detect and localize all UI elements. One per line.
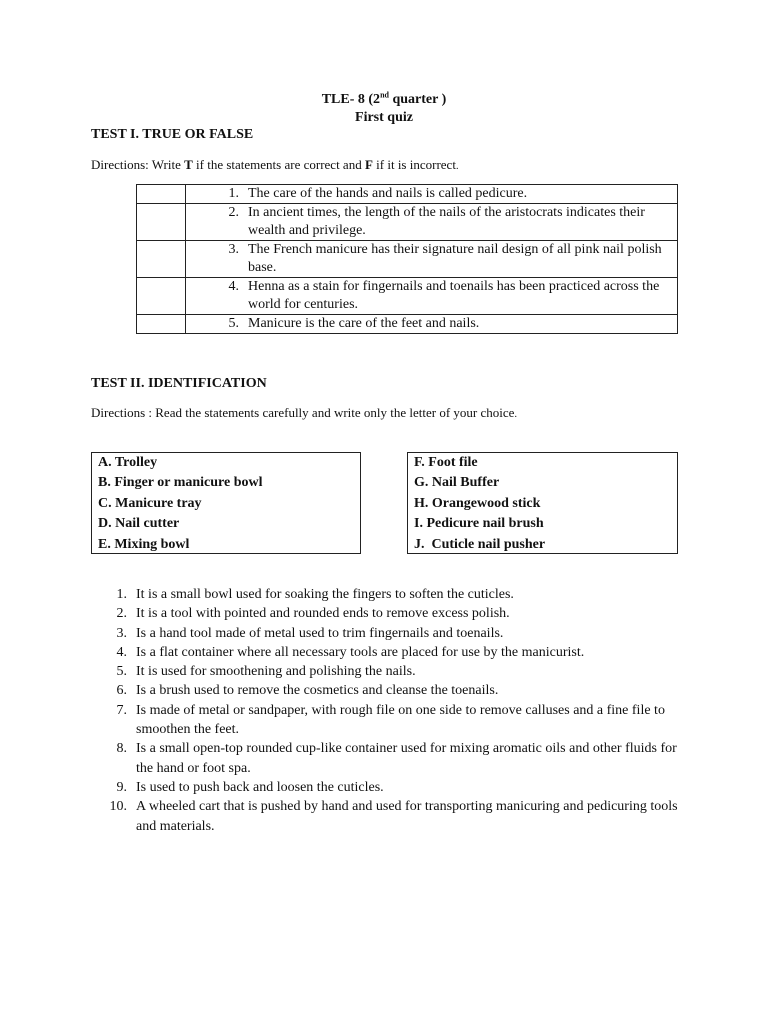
answer-cell[interactable] [137, 185, 186, 204]
test1-heading: TEST I. TRUE OR FALSE [91, 127, 254, 142]
statement-cell [186, 241, 678, 278]
choice-item: D. Nail cutter [98, 516, 180, 532]
choice-item: J. Cuticle nail pusher [414, 536, 546, 552]
item-text: The care of the hands and nails is called pedicure. [248, 186, 528, 201]
choice-item: G. Nail Buffer [414, 475, 500, 491]
item-number: 9. [116, 779, 127, 795]
directions-text: if it is incorrect [372, 157, 456, 172]
item-number: 3. [228, 242, 239, 257]
choice-item: I. Pedicure nail brush [414, 516, 544, 532]
choice-item: F. Foot file [414, 455, 478, 470]
answer-cell[interactable] [137, 241, 186, 278]
item-number: 6. [116, 683, 127, 699]
title-prefix: TLE- 8 (2 [321, 92, 381, 107]
table-row [137, 204, 678, 241]
list-item [91, 739, 681, 778]
true-letter: T [184, 157, 193, 172]
choices-box-right [407, 452, 678, 554]
item-number: 5. [228, 316, 239, 331]
item-number: 4. [116, 644, 127, 660]
item-number: 2. [116, 606, 127, 622]
table-row [137, 315, 678, 334]
choices-box-left [91, 452, 361, 554]
answer-cell[interactable] [137, 278, 186, 315]
choice-item: B. Finger or manicure bowl [98, 475, 263, 491]
item-number: 1. [228, 186, 239, 201]
directions-period: . [514, 409, 517, 420]
true-false-table [136, 184, 678, 334]
false-letter: F [364, 157, 373, 172]
item-number: 4. [228, 279, 239, 294]
item-text: In ancient times, the length of the nails of the aristocrats indicates their wealth and privilege. [248, 205, 645, 238]
item-text: Is a brush used to remove the cosmetics and cleanse the toenails. [136, 683, 499, 699]
item-number: 2. [228, 205, 239, 220]
list-item [91, 624, 681, 643]
directions-text: if the statements are correct and [192, 157, 365, 172]
item-number: 7. [116, 702, 127, 718]
list-item [91, 778, 681, 797]
item-text: Henna as a stain for fingernails and toenails has been practiced across the world for centuries. [248, 279, 660, 312]
item-text: Manicure is the care of the feet and nails. [248, 316, 480, 331]
statement-cell [186, 204, 678, 241]
choice-item: E. Mixing bowl [98, 536, 190, 552]
item-number: 8. [116, 741, 127, 757]
test2-directions [91, 405, 517, 421]
list-item [91, 643, 681, 662]
directions-text: Directions : Read the statements carefully and write only the letter of your choice [91, 405, 515, 420]
answer-cell[interactable] [137, 315, 186, 334]
list-item [91, 585, 681, 604]
page-subtitle: First quiz [355, 110, 413, 125]
table-row [137, 241, 678, 278]
item-number: 1. [116, 587, 127, 602]
item-text: A wheeled cart that is pushed by hand and used for transporting manicuring and pedicuring tools and materials. [136, 799, 678, 834]
statement-cell [186, 278, 678, 315]
list-item [91, 681, 681, 700]
item-number: 10. [109, 799, 127, 815]
item-number: 5. [116, 664, 127, 680]
table-row [137, 185, 678, 204]
test2-heading: TEST II. IDENTIFICATION [91, 376, 267, 391]
list-item [91, 701, 681, 740]
item-text: Is a small open-top rounded cup-like container used for mixing aromatic oils and other fluids for the hand or foot spa. [136, 741, 677, 776]
choice-item: C. Manicure tray [98, 495, 202, 511]
identification-list [91, 585, 681, 836]
item-text: Is used to push back and loosen the cuticles. [136, 779, 384, 795]
item-text: It is used for smoothening and polishing the nails. [136, 664, 416, 680]
statement-cell [186, 185, 678, 204]
title-superscript: nd [380, 90, 389, 100]
choice-item: A. Trolley [98, 455, 158, 470]
directions-text: Directions: Write [91, 157, 185, 172]
item-text: Is a hand tool made of metal used to trim fingernails and toenails. [136, 625, 504, 641]
table-row [137, 278, 678, 315]
directions-period: . [455, 161, 459, 172]
item-text: Is a flat container where all necessary tools are placed for use by the manicurist. [136, 644, 585, 660]
list-item [91, 662, 681, 681]
page-title [0, 92, 768, 108]
statement-cell [186, 315, 678, 334]
item-number: 3. [116, 625, 127, 641]
item-text: Is made of metal or sandpaper, with rough file on one side to remove calluses and a fine file to smoothen the feet. [136, 702, 665, 738]
answer-cell[interactable] [137, 204, 186, 241]
title-suffix: quarter ) [388, 92, 447, 107]
list-item [91, 797, 681, 836]
item-text: The French manicure has their signature nail design of all pink nail polish base. [248, 242, 662, 275]
item-text: It is a small bowl used for soaking the fingers to soften the cuticles. [136, 587, 514, 602]
test1-directions [91, 157, 458, 173]
item-text: It is a tool with pointed and rounded ends to remove excess polish. [136, 606, 510, 622]
list-item [91, 604, 681, 623]
choice-item: H. Orangewood stick [414, 495, 541, 511]
